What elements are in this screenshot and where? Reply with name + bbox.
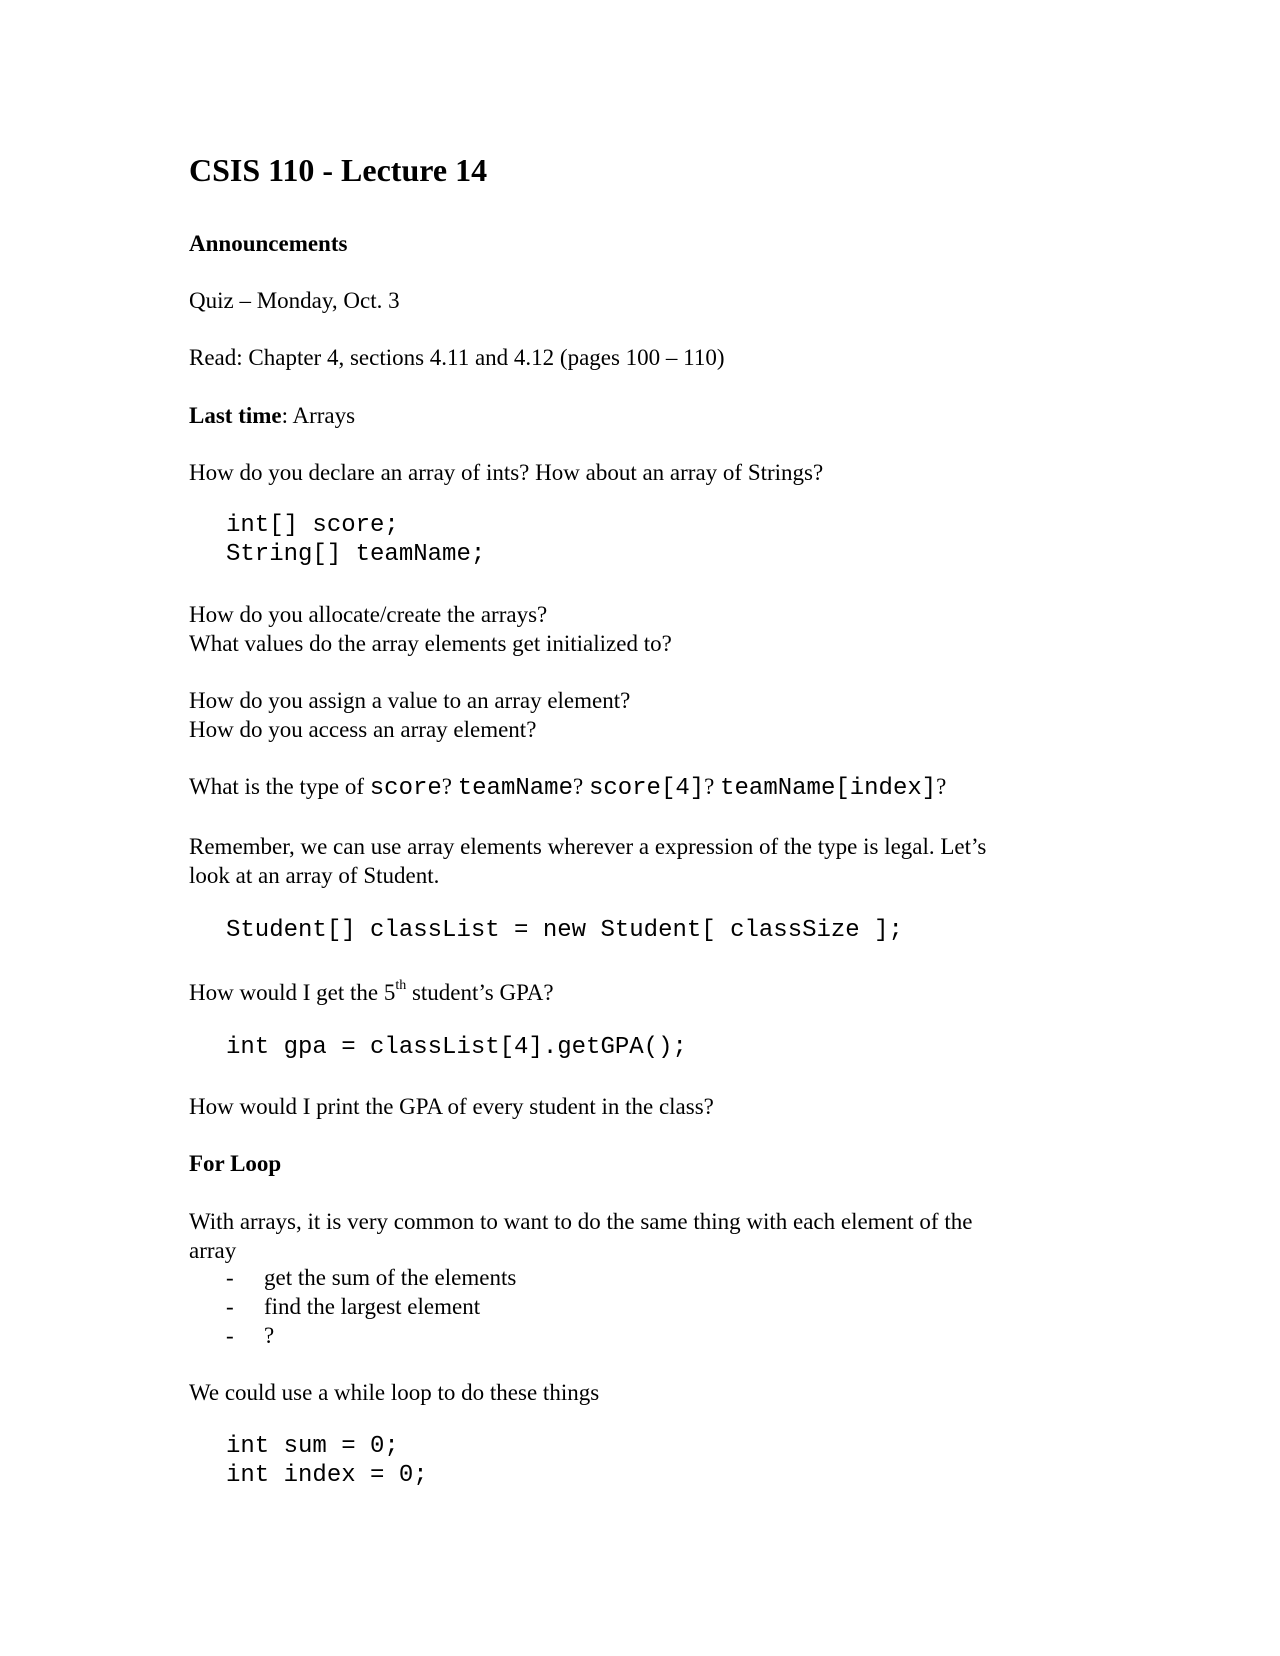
inline-code: score[4]	[588, 775, 705, 802]
bullet-dash: -	[226, 1323, 234, 1348]
code-line: int[] score;	[226, 512, 399, 539]
inline-code: score	[369, 775, 442, 802]
bullet-text: find the largest element	[264, 1294, 481, 1319]
last-time-topic: : Arrays	[281, 403, 356, 428]
type-question	[189, 772, 946, 803]
for-loop-heading: For Loop	[189, 1151, 282, 1176]
bullet-text: ?	[264, 1323, 275, 1348]
print-question: How would I print the GPA of every student in the class?	[189, 1094, 714, 1119]
bullet-dash: -	[226, 1294, 234, 1319]
inline-code: teamName	[457, 775, 573, 802]
code-line: Student[] classList = new Student[ classSize ];	[226, 917, 903, 944]
last-time-line	[189, 401, 355, 430]
list-item	[189, 1292, 789, 1321]
initialize-question: What values do the array elements get initialized to?	[189, 631, 672, 656]
allocate-question: How do you allocate/create the arrays?	[189, 602, 548, 627]
code-line: String[] teamName;	[226, 541, 486, 568]
declare-question: How do you declare an array of ints? How about an array of Strings?	[189, 460, 824, 485]
code-line: int sum = 0;	[226, 1433, 399, 1460]
bullet-dash: -	[226, 1265, 234, 1290]
access-question: How do you access an array element?	[189, 717, 537, 742]
remember-line: Remember, we can use array elements wherever a expression of the type is legal. Let’s	[189, 834, 987, 859]
for-loop-intro: With arrays, it is very common to want to do the same thing with each element of the	[189, 1209, 973, 1234]
announcements-heading: Announcements	[189, 231, 348, 256]
while-loop-text: We could use a while loop to do these things	[189, 1380, 600, 1405]
gpa-question-end: student’s GPA?	[406, 980, 554, 1005]
code-line: int gpa = classList[4].getGPA();	[226, 1034, 687, 1061]
assign-question: How do you assign a value to an array element?	[189, 688, 631, 713]
question-mark: ?	[936, 774, 947, 799]
inline-code: teamName[index]	[720, 775, 937, 802]
gpa-question-start: How would I get the 5	[189, 980, 396, 1005]
list-item	[189, 1321, 789, 1350]
list-item	[189, 1263, 789, 1292]
reading-announcement: Read: Chapter 4, sections 4.11 and 4.12 (pages 100 – 110)	[189, 345, 725, 370]
remember-line: look at an array of Student.	[189, 863, 440, 888]
for-loop-intro: array	[189, 1238, 237, 1263]
question-mark: ?	[572, 774, 589, 799]
gpa-question	[189, 978, 554, 1007]
page-title: CSIS 110 - Lecture 14	[189, 152, 488, 188]
ordinal-suffix: th	[395, 978, 407, 994]
code-line: int index = 0;	[226, 1462, 428, 1489]
question-mark: ?	[441, 774, 458, 799]
type-question-prefix: What is the type of	[189, 774, 370, 799]
bullet-text: get the sum of the elements	[264, 1265, 517, 1290]
question-mark: ?	[704, 774, 721, 799]
last-time-label: Last time	[189, 403, 282, 428]
quiz-announcement: Quiz – Monday, Oct. 3	[189, 288, 400, 313]
